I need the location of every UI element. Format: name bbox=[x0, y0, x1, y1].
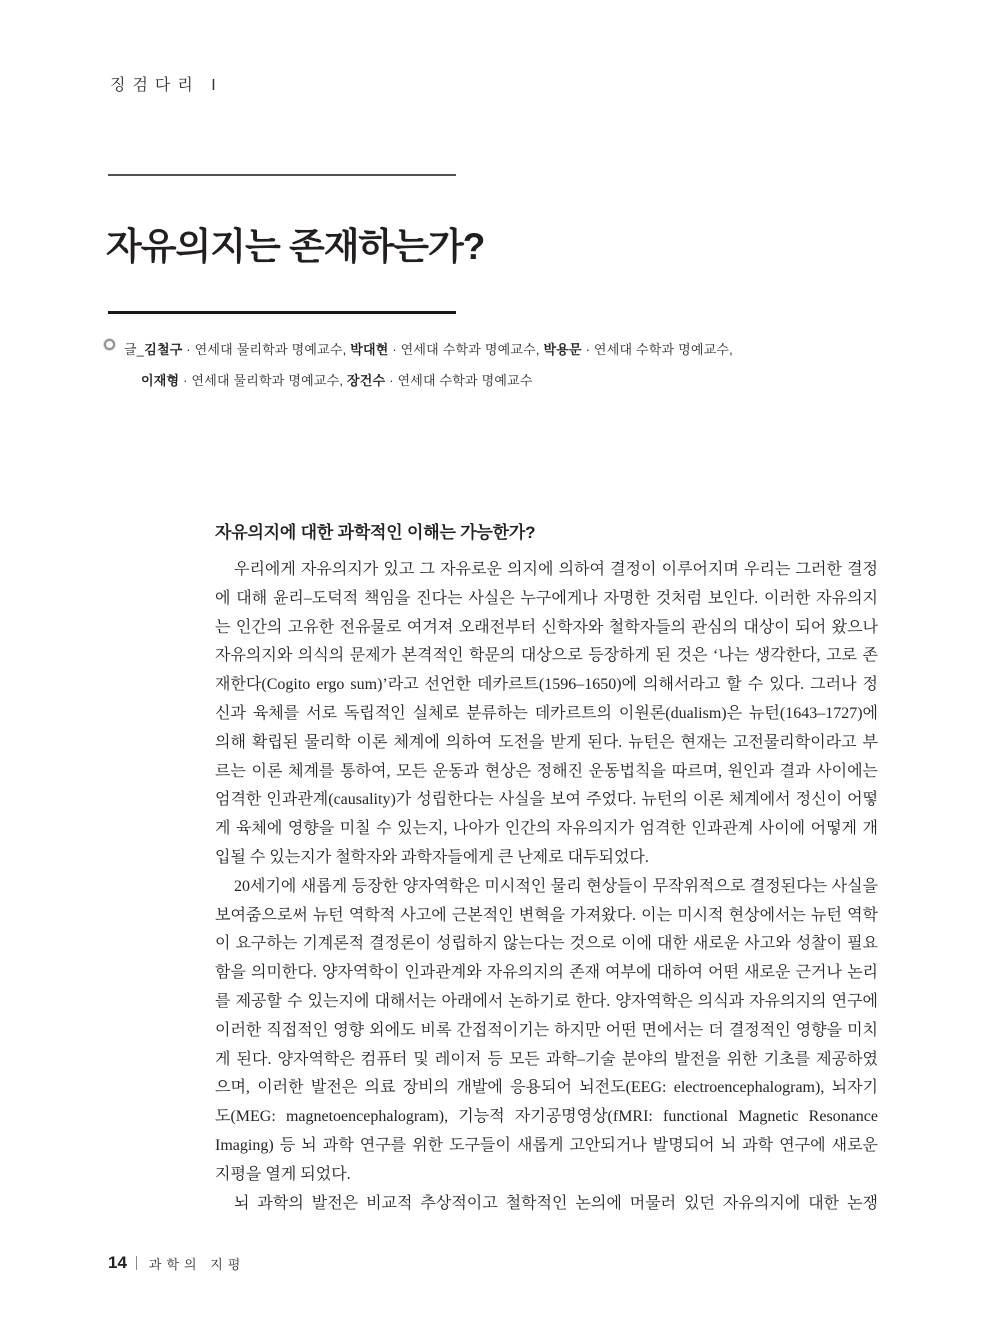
body-line: 입될 수 있는지가 철학자와 과학자들에게 큰 난제로 대두되었다. bbox=[215, 848, 649, 866]
article-body bbox=[215, 522, 878, 1218]
author-name: 박대현 bbox=[350, 342, 389, 357]
page-number: 14 bbox=[108, 1253, 127, 1272]
body-line: 함을 의미한다. 양자역학이 인과관계와 자유의지의 존재 여부에 대하여 어떤 새로운 근거나 논리 bbox=[215, 964, 878, 982]
byline bbox=[104, 334, 733, 396]
title-rule-top bbox=[108, 174, 456, 176]
byline-text bbox=[124, 334, 733, 396]
footer-divider bbox=[136, 1256, 137, 1270]
byline-line-1: 글_김철구 · 연세대 물리학과 명예교수, 박대현 · 연세대 수학과 명예교수, 박용문 · 연세대 수학과 명예교수, bbox=[124, 342, 733, 357]
body-line: 으며, 이러한 발전은 의료 장비의 개발에 응용되어 뇌전도(EEG: electroencephalogram), 뇌자기 bbox=[215, 1079, 878, 1097]
byline-bullet-icon bbox=[104, 339, 115, 350]
author-name: 박용문 bbox=[543, 342, 582, 357]
section-heading: 자유의지에 대한 과학적인 이해는 가능한가? bbox=[215, 523, 536, 542]
body-line: 게 된다. 양자역학은 컴퓨터 및 레이저 등 모든 과학–기술 분야의 발전을 위한 기초를 제공하였 bbox=[215, 1050, 878, 1068]
body-line: 엄격한 인과관계(causality)가 성립한다는 사실을 보여 주었다. 뉴턴의 이론 체계에서 정신이 어떻 bbox=[215, 791, 878, 809]
body-line: 에 대해 윤리–도덕적 책임을 진다는 사실은 누구에게나 자명한 것처럼 보인다. 이러한 자유의지 bbox=[215, 589, 878, 607]
body-line: 우리에게 자유의지가 있고 그 자유로운 의지에 의하여 결정이 이루어지며 우리는 그러한 결정 bbox=[234, 561, 878, 578]
body-line: 는 인간의 고유한 전유물로 여겨져 오래전부터 신학자와 철학자들의 관심의 대상이 되어 왔으나 bbox=[215, 618, 878, 636]
body-line: Imaging) 등 뇌 과학 연구를 위한 도구들이 새롭게 고안되거나 발명되어 뇌 과학 연구에 새로운 bbox=[215, 1136, 878, 1154]
kicker: 징검다리 I bbox=[110, 77, 223, 94]
article-title: 자유의지는 존재하는가? bbox=[106, 226, 485, 267]
body-line: 게 육체에 영향을 미칠 수 있는지, 나아가 인간의 자유의지가 엄격한 인과관계 사이에 어떻게 개 bbox=[215, 820, 878, 838]
author-name: 장건수 bbox=[347, 373, 386, 388]
body-line: 뇌 과학의 발전은 비교적 추상적이고 철학적인 논의에 머물러 있던 자유의지에 대한 논쟁 bbox=[234, 1194, 878, 1212]
body-line: 이 요구하는 기계론적 결정론이 성립하지 않는다는 것으로 이에 대한 새로운 사고와 성찰이 필요 bbox=[215, 935, 878, 953]
author-name: 김철구 bbox=[144, 342, 183, 357]
body-line: 를 제공할 수 있는지에 대해서는 아래에서 논하기로 한다. 양자역학은 의식과 자유의지의 연구에 bbox=[215, 992, 878, 1010]
body-line: 보여줌으로써 뉴턴 역학적 사고에 근본적인 변혁을 가져왔다. 이는 미시적 현상에서는 뉴턴 역학 bbox=[215, 906, 878, 924]
body-line: 도(MEG: magnetoencephalogram), 기능적 자기공명영상(fMRI: functional Magnetic Resonance bbox=[215, 1108, 878, 1126]
title-rule-bottom bbox=[108, 311, 456, 314]
body-line: 자유의지와 의식의 문제가 본격적인 학문의 대상으로 등장하게 된 것은 ‘나는 생각한다, 고로 존 bbox=[215, 647, 878, 665]
body-line: 재한다(Cogito ergo sum)’라고 선언한 데카르트(1596–1650)에 의해서라고 할 수 있다. 그러나 정 bbox=[215, 676, 878, 694]
body-line: 신과 육체를 서로 독립적인 실체로 분류하는 데카르트의 이원론(dualism)은 뉴턴(1643–1727)에 bbox=[215, 704, 878, 722]
body-line: 20세기에 새롭게 등장한 양자역학은 미시적인 물리 현상들이 무작위적으로 결정된다는 사실을 bbox=[234, 877, 878, 895]
byline-line-2: 이재형 · 연세대 물리학과 명예교수, 장건수 · 연세대 수학과 명예교수 bbox=[141, 373, 533, 388]
page-footer bbox=[108, 1253, 245, 1273]
body-line: 의해 확립된 물리학 이론 체계에 의하여 도전을 받게 된다. 뉴턴은 현재는 고전물리학이라고 부 bbox=[215, 733, 878, 751]
journal-title: 과학의 지평 bbox=[148, 1256, 246, 1272]
body-line: 르는 이론 체계를 통하여, 모든 운동과 현상은 정해진 운동법칙을 따르며, 원인과 결과 사이에는 bbox=[215, 762, 878, 780]
body-text bbox=[215, 556, 878, 1218]
body-line: 지평을 열게 되었다. bbox=[215, 1165, 351, 1183]
author-name: 이재형 bbox=[141, 373, 180, 388]
body-line: 이러한 직접적인 영향 외에도 비록 간접적이기는 하지만 어떤 면에서는 더 결정적인 영향을 미치 bbox=[215, 1021, 878, 1039]
